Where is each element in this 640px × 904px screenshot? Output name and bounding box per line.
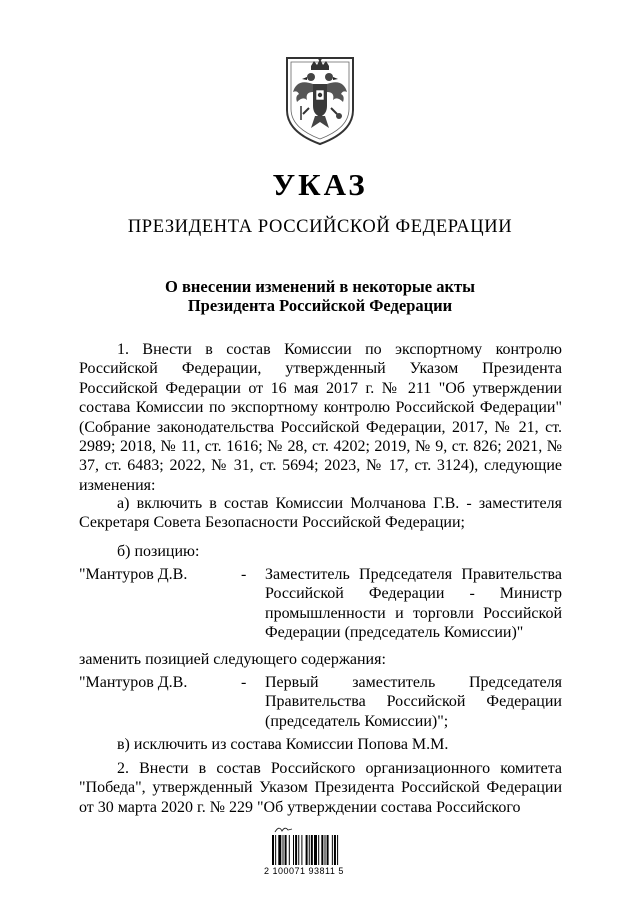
decree-heading-line2: Президента Российской Федерации bbox=[187, 296, 453, 315]
replace-instruction: заменить позицией следующего содержания: bbox=[79, 651, 386, 668]
entry-description: Заместитель Председателя Правительства Российской Федерации - Министр промышленности и торговли Российской Федерации (председатель Комиссии)" bbox=[265, 566, 562, 642]
entry-name: "Мантуров Д.В. bbox=[79, 566, 188, 583]
entry-name: "Мантуров Д.В. bbox=[79, 674, 188, 691]
initials-mark-icon bbox=[274, 824, 294, 834]
document-subtitle: ПРЕЗИДЕНТА РОССИЙСКОЙ ФЕДЕРАЦИИ bbox=[127, 217, 513, 237]
item-b: б) позицию: bbox=[117, 543, 200, 560]
barcode-icon bbox=[272, 835, 364, 865]
paragraph-1: 1. Внести в состав Комиссии по экспортному контролю Российской Федерации, утвержденный Указом Президента Российской Федерации от 16 мая 2017 г. № 211 "Об утверждении состава Комиссии по экспортному контролю Российской Федерации" (Собрание законодательства Российской Федерации, 2017, № 21, ст. 2989; 2018, № 11, ст. 1616; № 28, ст. 4202; 2019, № 9, ст. 826; 2021, № 37, ст. 6483; 2022, № 31, ст. 5694; 2023, № 17, ст. 3124), следующие изменения: bbox=[79, 341, 562, 494]
entry-description: Первый заместитель Председателя Правительства Российской Федерации (председатель Комиссии)"; bbox=[265, 674, 562, 730]
decree-heading bbox=[0, 277, 640, 315]
entry-dash: - bbox=[241, 674, 247, 691]
item-a: а) включить в состав Комиссии Молчанова Г.В. - заместителя Секретаря Совета Безопасности Российской Федерации; bbox=[79, 495, 562, 532]
item-v: в) исключить из состава Комиссии Попова М.М. bbox=[117, 736, 449, 753]
state-emblem-icon bbox=[275, 50, 365, 148]
decree-heading-line1: О внесении изменений в некоторые акты bbox=[165, 277, 475, 296]
entry-dash: - bbox=[241, 566, 247, 583]
barcode-number: 2 100071 93811 5 bbox=[264, 866, 344, 876]
document-title: УКАЗ bbox=[272, 167, 368, 202]
paragraph-2: 2. Внести в состав Российского организационного комитета "Победа", утвержденный Указом Президента Российской Федерации от 30 марта 2020 г. № 229 "Об утверждении состава Российского bbox=[79, 760, 562, 816]
